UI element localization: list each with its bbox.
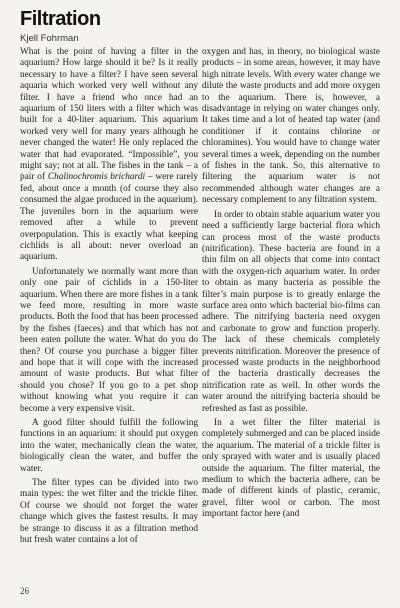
paragraph: A good filter should fulfill the following functions in an aquarium: it should put oxygen into the water, mechanically clean the water, biologically clean the water, and buffer the water. xyxy=(20,418,198,474)
page-number: 26 xyxy=(20,586,29,596)
article-title: Filtration xyxy=(20,8,101,30)
paragraph: The filter types can be divided into two main types: the wet filter and the trickle filter. Of course we should not forget the water change which gives the fastest results. It may be strange to discuss it as a filtration method but fresh water contains a lot of xyxy=(20,478,198,546)
article-author: Kjell Fohrman xyxy=(20,33,79,44)
paragraph: In order to obtain stable aquarium water you need a sufficiently large bacterial flora which can process most of the waste products (nitrification). These bacteria are found in a thin film on all objects that come into contact with the oxygen-rich aquarium water. In order to obtain as many bacteria as possible the filter’s main purpose is to greatly enlarge the surface area onto which bacterial bio-films can adhere. The nitrifying bacteria need oxygen and carbonate to grow and function properly. The lack of these chemicals completely prevents nitrification. Moreover the presence of processed waste products in the neighborhood of the bacteria drastically decreases the nitrification rate as well. In other words the water around the nitrifying bacteria should be refreshed as fast as possible. xyxy=(202,209,380,414)
species-name: Chalinochromis brichardi xyxy=(47,172,146,183)
paragraph: In a wet filter the filter material is completely submerged and can be placed inside the aquarium. The material of a trickle filter is only sprayed with water and is usually placed outside the aquarium. The filter material, the medium to which the bacteria adhere, can be made of different kinds of plastic, ceramic, gravel, filter wool or carbon. The most important factor here (and xyxy=(202,418,380,520)
paragraph: Unfortunately we normally want more than only one pair of cichlids in a 150-liter aquarium. When there are more fishes in a tank we feed more, resulting in more waste products. Both the food that has been processed by the fishes (faeces) and that which has not been eaten pollute the water. What do you do then? Of course you purchase a bigger filter and hope that it will cope with the increased amount of waste products. But what filter should you chose? If you go to a pet shop without knowing what you require it can become a very expensive visit. xyxy=(20,266,198,414)
paragraph: What is the point of having a filter in the aquarium? How large should it be? Is it really necessary to have a filter? I have seen several aquaria which worked very well without any filter. I have a friend who once had an aquarium of 150 liters with a filter which was built for a 40-liter aquarium. This aquarium worked very well for many years although he never changed the water! He only replaced the water that had evaporated. “Impossible”, you might say; not at all. The fishes in the tank – a pair of Chalinochromis brichardi – were rarely fed, about once a month (of course they also consumed the algae produced in the aquarium). The juveniles born in the aquarium were removed after a while to prevent overpopulation. This is exactly what keeping cichlids is all about: never overload an aquarium. xyxy=(20,47,198,263)
paragraph: oxygen and has, in theory, no biological waste products – in some areas, however, it may have high nitrate levels. With every water change we dilute the waste products and add more oxygen to the aquarium. There is, however, a disadvantage in relying on water changes only. It takes time and a lot of heated tap water (and conditioner if it contains chlorine or chloramines). You would have to change water several times a week, depending on the number of fishes in the tank. So, this alternative to filtering the aquarium water is not recommended although water changes are a necessary complement to any filtration system. xyxy=(202,47,380,206)
left-column xyxy=(20,47,198,549)
right-column xyxy=(202,47,380,524)
